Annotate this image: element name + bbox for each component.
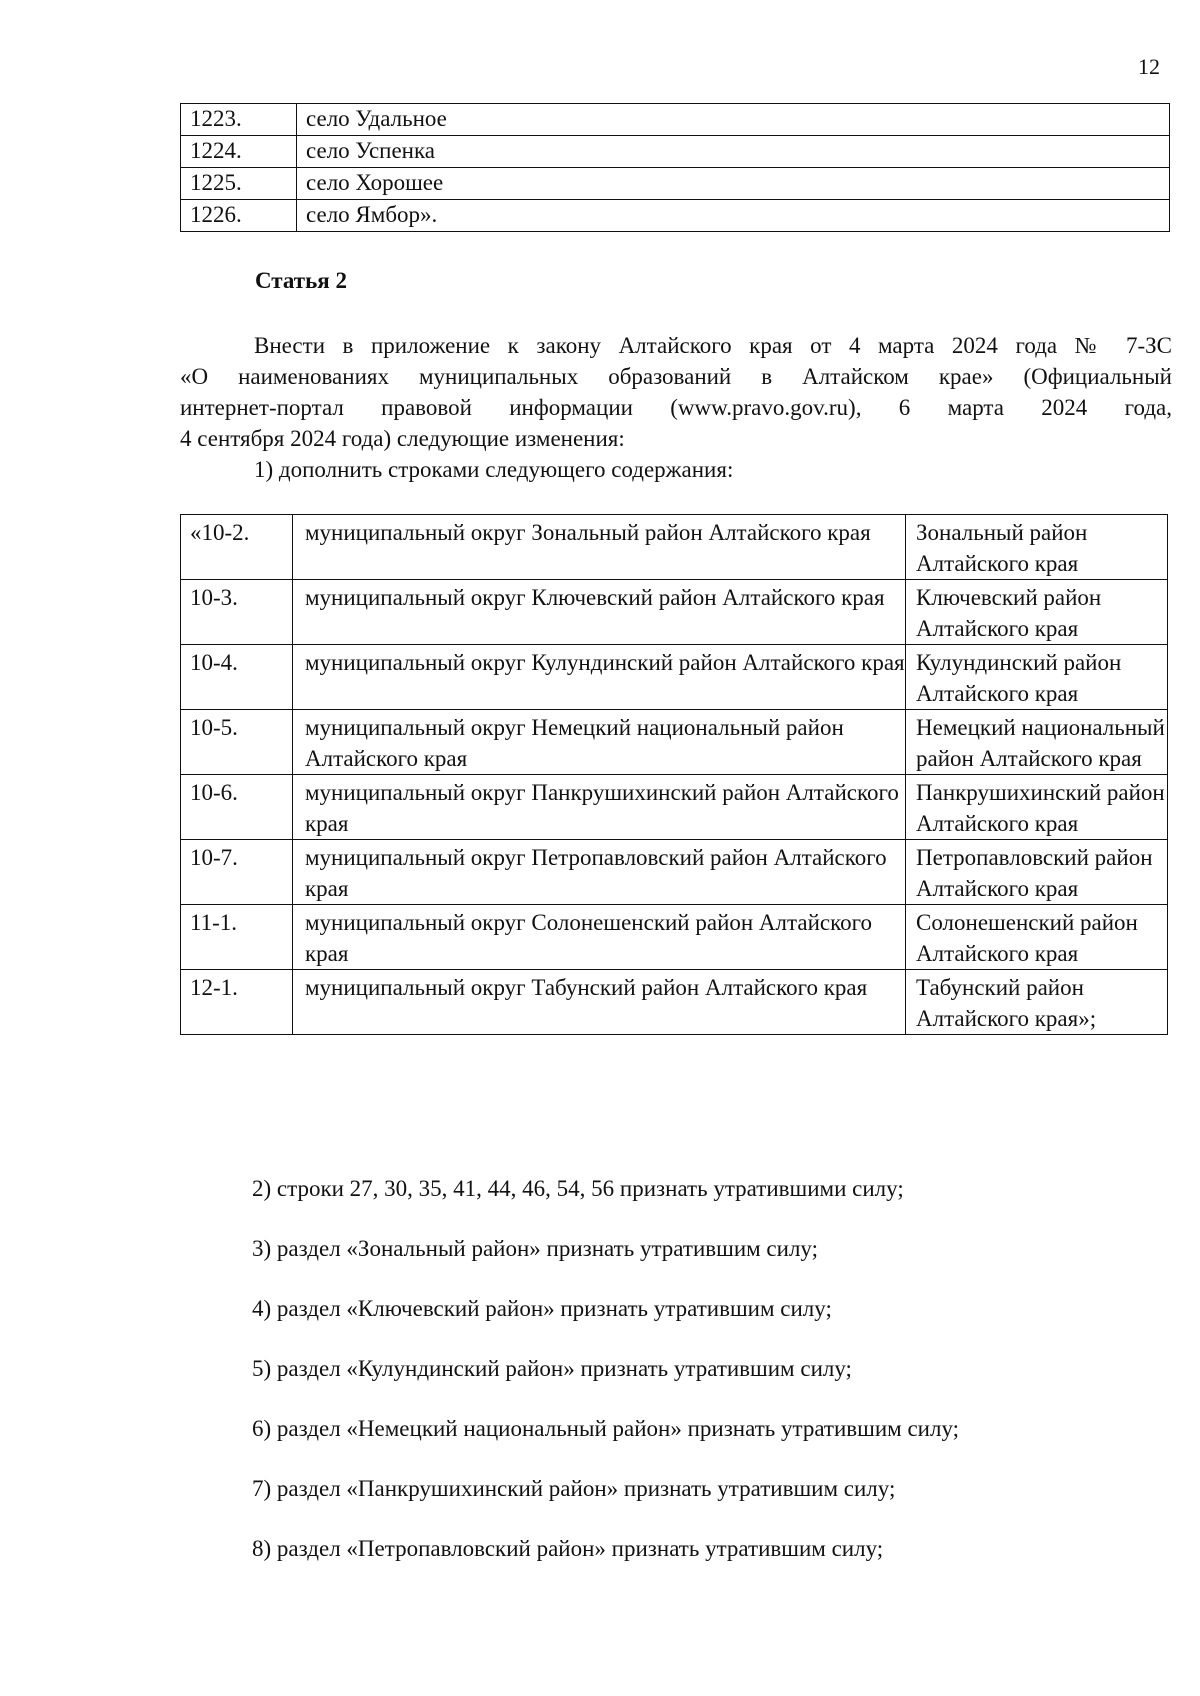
- settlements-table: [180, 103, 1170, 232]
- article-intro: [180, 330, 1172, 485]
- table-row: [181, 104, 1170, 136]
- row-number: «10-2.: [181, 515, 293, 580]
- district-full-name: муниципальный округ Панкрушихинский район Алтайского края: [293, 775, 906, 840]
- intro-line: 4 сентября 2024 года) следующие изменения:: [180, 426, 625, 451]
- row-number: 10-7.: [181, 840, 293, 905]
- row-number: 10-5.: [181, 710, 293, 775]
- table-row: [181, 970, 1168, 1035]
- settlement-name: село Удальное: [297, 104, 1170, 136]
- table-row: [181, 200, 1170, 232]
- sub-item-text: 1) дополнить строками следующего содержания:: [254, 457, 734, 482]
- row-number: 10-3.: [181, 580, 293, 645]
- amendment-item: 3) раздел «Зональный район» признать утратившим силу;: [252, 1236, 819, 1261]
- district-full-name: муниципальный округ Табунский район Алтайского края: [293, 970, 906, 1035]
- row-number: 1226.: [181, 200, 297, 232]
- row-number: 1224.: [181, 136, 297, 168]
- table-row: [181, 168, 1170, 200]
- district-full-name: муниципальный округ Кулундинский район Алтайского края: [293, 645, 906, 710]
- district-short-name: Петропавловский район Алтайского края: [906, 840, 1168, 905]
- row-number: 1225.: [181, 168, 297, 200]
- district-short-name: Кулундинский район Алтайского края: [906, 645, 1168, 710]
- district-full-name: муниципальный округ Ключевский район Алтайского края: [293, 580, 906, 645]
- district-short-name: Немецкий национальный район Алтайского края: [906, 710, 1168, 775]
- table-row: [181, 515, 1168, 580]
- intro-line: интернет-портал правовой информации (www.pravo.gov.ru), 6 марта 2024 года,: [180, 395, 1172, 420]
- amendment-item: 7) раздел «Панкрушихинский район» признать утратившим силу;: [252, 1476, 896, 1501]
- district-full-name: муниципальный округ Петропавловский район Алтайского края: [293, 840, 906, 905]
- district-short-name: Солонешенский район Алтайского края: [906, 905, 1168, 970]
- amendment-item: 8) раздел «Петропавловский район» признать утратившим силу;: [252, 1536, 884, 1561]
- row-number: 10-6.: [181, 775, 293, 840]
- amendment-items: [252, 1174, 1172, 1594]
- table-row: [181, 905, 1168, 970]
- district-full-name: муниципальный округ Солонешенский район Алтайского края: [293, 905, 906, 970]
- row-number: 1223.: [181, 104, 297, 136]
- municipal-districts-table: [180, 514, 1168, 1035]
- settlement-name: село Ямбор».: [297, 200, 1170, 232]
- article-heading: Статья 2: [255, 268, 347, 293]
- amendment-item: 4) раздел «Ключевский район» признать утратившим силу;: [252, 1296, 832, 1321]
- row-number: 12-1.: [181, 970, 293, 1035]
- page-number: 12: [1138, 54, 1160, 79]
- table-row: [181, 645, 1168, 710]
- district-full-name: муниципальный округ Зональный район Алтайского края: [293, 515, 906, 580]
- settlement-name: село Хорошее: [297, 168, 1170, 200]
- row-number: 10-4.: [181, 645, 293, 710]
- district-short-name: Ключевский район Алтайского края: [906, 580, 1168, 645]
- table-row: [181, 136, 1170, 168]
- intro-line: «О наименованиях муниципальных образований в Алтайском крае» (Официальный: [180, 364, 1172, 389]
- row-number: 11-1.: [181, 905, 293, 970]
- district-short-name: Зональный район Алтайского края: [906, 515, 1168, 580]
- district-full-name: муниципальный округ Немецкий национальный район Алтайского края: [293, 710, 906, 775]
- table-row: [181, 840, 1168, 905]
- amendment-item: 2) строки 27, 30, 35, 41, 44, 46, 54, 56 признать утратившими силу;: [252, 1176, 904, 1201]
- table-row: [181, 775, 1168, 840]
- intro-line: Внести в приложение к закону Алтайского края от 4 марта 2024 года № 7-ЗС: [254, 333, 1172, 358]
- settlement-name: село Успенка: [297, 136, 1170, 168]
- amendment-item: 6) раздел «Немецкий национальный район» признать утратившим силу;: [252, 1416, 960, 1441]
- district-short-name: Табунский район Алтайского края»;: [906, 970, 1168, 1035]
- amendment-item: 5) раздел «Кулундинский район» признать утратившим силу;: [252, 1356, 852, 1381]
- district-short-name: Панкрушихинский район Алтайского края: [906, 775, 1168, 840]
- table-row: [181, 580, 1168, 645]
- table-row: [181, 710, 1168, 775]
